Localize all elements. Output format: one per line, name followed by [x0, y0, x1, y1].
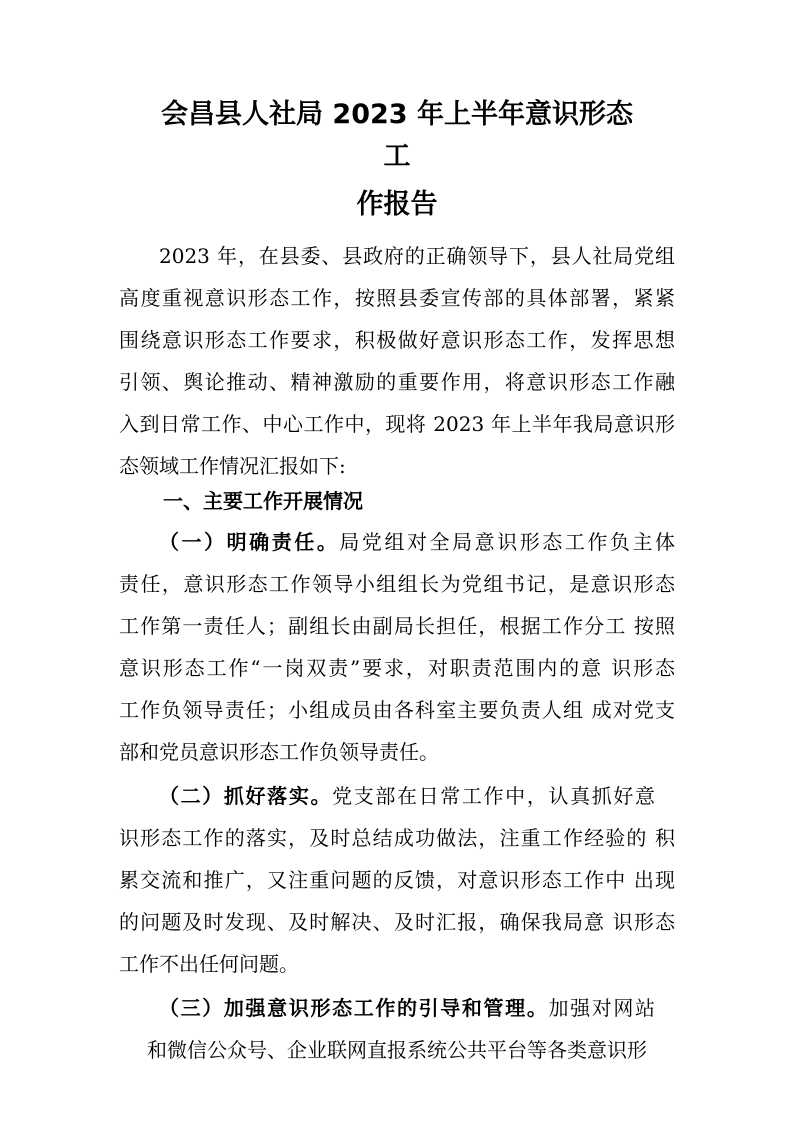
para1-line: 责任，意识形态工作领导小组组长为党组书记，是意识形态 — [119, 572, 675, 596]
para3-lead: （三）加强意识形态工作的引导和管理。 — [159, 996, 549, 1020]
para1-lead: （一）明确责任。 — [159, 530, 340, 554]
intro-line: 态领域工作情况汇报如下: — [119, 454, 346, 478]
para2-line: 累交流和推广，又注重问题的反馈，对意识形态工作中 出现 — [119, 868, 675, 892]
title-line-1: 会昌县人社局 2023 年上半年意识形态 — [161, 99, 633, 130]
intro-line: 高度重视意识形态工作，按照县委宣传部的具体部署，紧紧 — [119, 286, 675, 310]
para2-line: 工作不出任何问题。 — [119, 952, 299, 976]
intro-line: 围绕意识形态工作要求，积极做好意识形态工作，发挥思想 — [119, 328, 675, 352]
para1-line: 工作负领导责任；小组成员由各科室主要负责人组 成对党支 — [119, 698, 675, 722]
para2-first-rest: 党支部在日常工作中，认真抓好意 — [332, 784, 656, 808]
para1-first-line — [159, 528, 675, 556]
para1-line: 工作第一责任人；副组长由副局长担任，根据工作分工 按照 — [119, 614, 675, 638]
title-line-3: 作报告 — [356, 189, 438, 220]
section-heading: 一、主要工作开展情况 — [163, 489, 363, 513]
intro-line: 引领、舆论推动、精神激励的重要作用，将意识形态工作融 — [119, 370, 675, 394]
para2-lead: （二）抓好落实。 — [159, 784, 333, 808]
para2-line: 识形态工作的落实，及时总结成功做法，注重工作经验的 积 — [119, 826, 675, 850]
para3-first-rest: 加强对网站 — [548, 996, 656, 1020]
para3-line: 和微信公众号、企业联网直报系统公共平台等各类意识形 — [147, 1038, 647, 1062]
title-line-2: 工 — [383, 141, 411, 172]
para1-line: 意识形态工作“一岗双责”要求，对职责范围内的意 识形态 — [119, 656, 675, 680]
intro-line: 入到日常工作、中心工作中，现将 2023 年上半年我局意识形 — [119, 412, 675, 436]
para2-first-line — [159, 782, 655, 810]
para3-first-line — [159, 994, 655, 1022]
para1-line: 部和党员意识形态工作负领导责任。 — [119, 740, 439, 764]
para2-line: 的问题及时发现、及时解决、及时汇报，确保我局意 识形态 — [119, 910, 675, 934]
para1-first-rest: 局党组对全局意识形态工作负主体 — [339, 530, 676, 554]
intro-line: 2023 年，在县委、县政府的正确领导下，县人社局党组 — [159, 244, 675, 268]
